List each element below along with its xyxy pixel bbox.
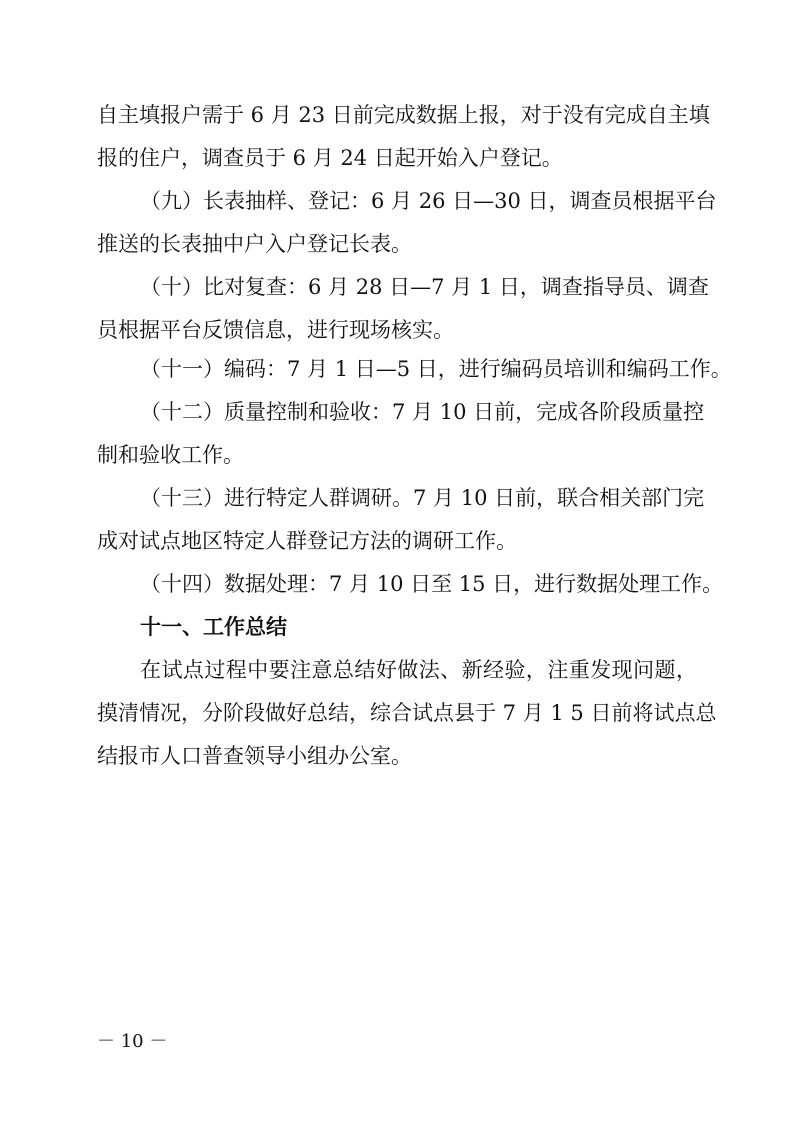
body-line: 推送的长表抽中户入户登记长表。: [97, 232, 412, 256]
body-line: 员根据平台反馈信息，进行现场核实。: [97, 318, 454, 342]
body-line: 自主填报户需于 6 月 23 日前完成数据上报，对于没有完成自主填: [97, 103, 710, 127]
item-eleven-line: （十一）编码：7 月 1 日—5 日，进行编码员培训和编码工作。: [140, 357, 732, 381]
item-fourteen-line: （十四）数据处理：7 月 10 日至 15 日，进行数据处理工作。: [140, 572, 724, 596]
item-thirteen-line: （十三）进行特定人群调研。7 月 10 日前，联合相关部门完: [140, 486, 705, 510]
item-ten-line: （十）比对复查：6 月 28 日—7 月 1 日，调查指导员、调查: [140, 275, 709, 299]
body-line: 报的住户，调查员于 6 月 24 日起开始入户登记。: [97, 146, 563, 170]
summary-line: 在试点过程中要注意总结好做法、新经验，注重发现问题，: [140, 658, 697, 682]
body-line: 制和验收工作。: [97, 443, 244, 467]
item-nine-line: （九）长表抽样、登记：6 月 26 日—30 日，调查员根据平台: [140, 189, 717, 213]
summary-line: 摸清情况，分阶段做好总结，综合试点县于 7 月 1 5 日前将试点总: [97, 701, 717, 725]
item-twelve-line: （十二）质量控制和验收：7 月 10 日前，完成各阶段质量控: [140, 400, 705, 424]
section-heading: 十一、工作总结: [140, 615, 287, 639]
summary-line: 结报市人口普查领导小组办公室。: [97, 744, 412, 768]
body-line: 成对试点地区特定人群登记方法的调研工作。: [97, 529, 517, 553]
page-number: － 10 －: [97, 1031, 168, 1052]
